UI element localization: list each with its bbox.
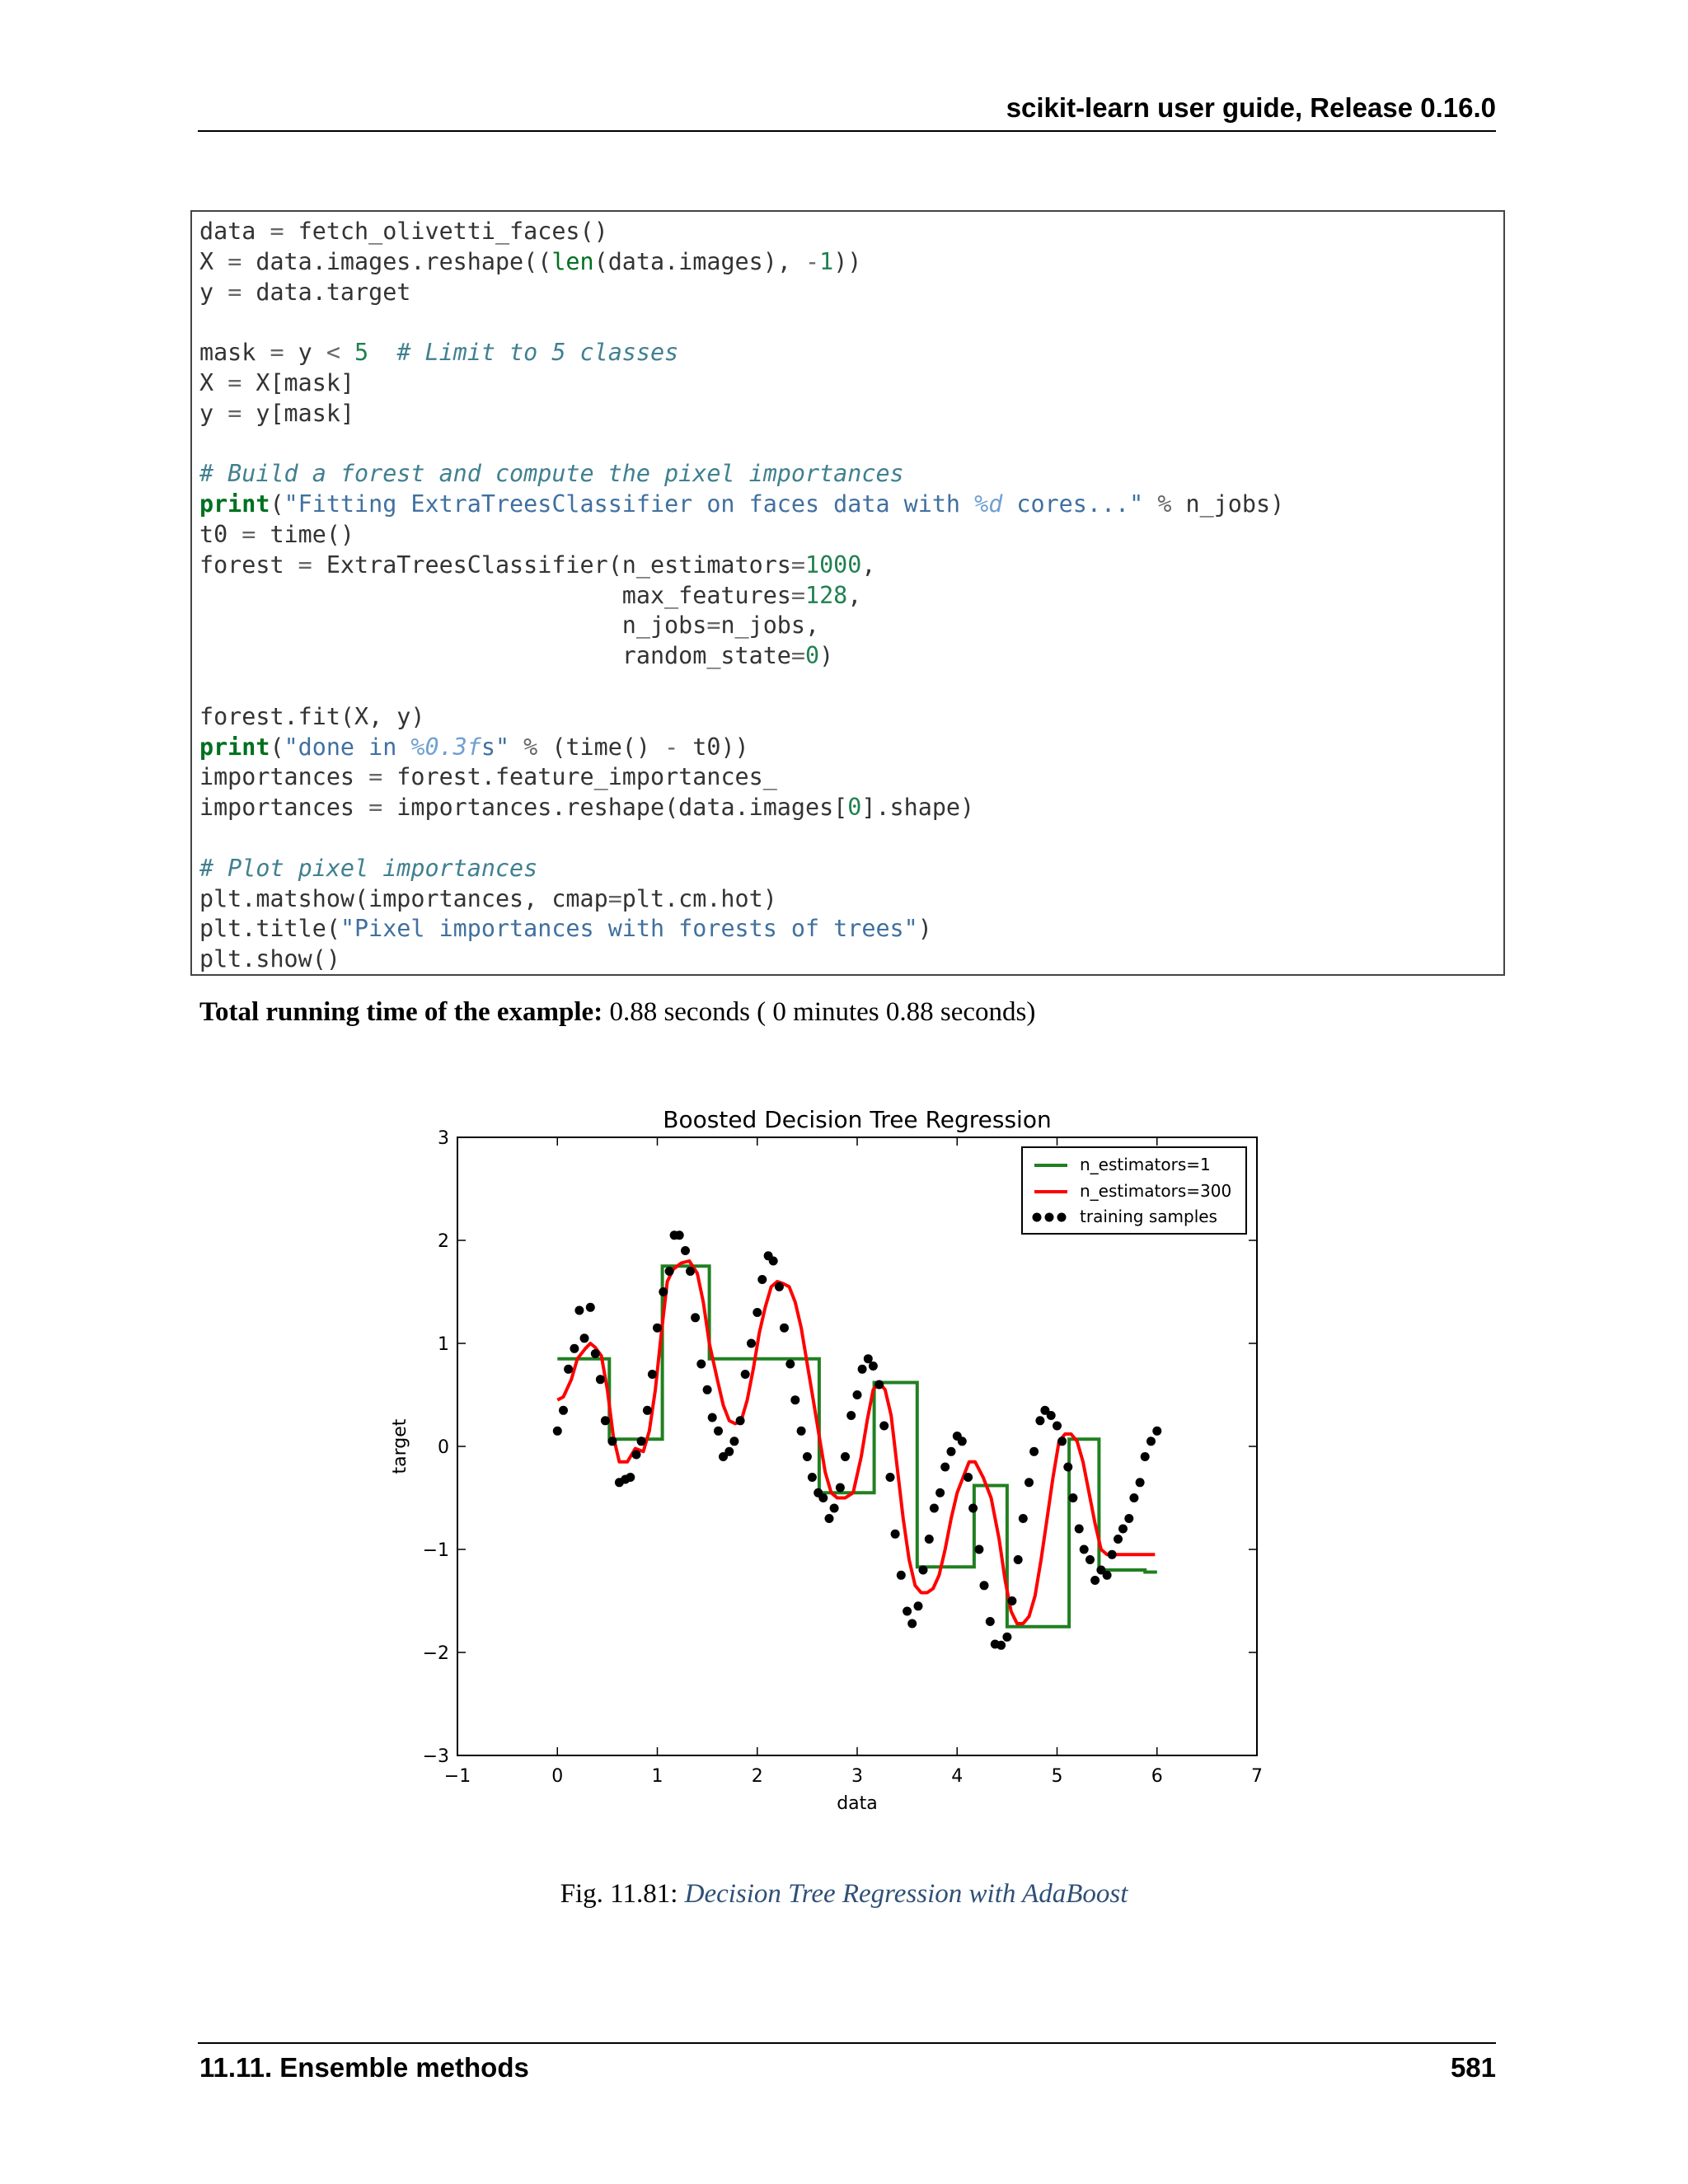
code-token: data.images.reshape(( [241,247,552,275]
code-token: X [199,247,228,275]
code-token [1143,490,1157,518]
training-sample-point [1075,1525,1084,1534]
code-token: = [270,339,284,367]
code-token: cores..." [1002,490,1144,518]
code-token: ) [917,915,932,943]
code-token: ) [819,642,834,670]
code-token: print [199,733,270,761]
code-line [199,762,1503,793]
code-line [199,338,1503,368]
code-token: importances.reshape(data.images[ [382,794,848,822]
running-time-label: Total running time of the example: [199,997,603,1027]
code-line [199,278,1503,308]
training-sample-point [940,1463,950,1472]
legend-entry: n_estimators=300 [1080,1181,1232,1201]
code-token [368,339,396,366]
code-token: plt.matshow(importances, cmap [199,884,608,912]
code-token: (data.images), [593,247,805,275]
x-tick-label: 7 [1251,1766,1263,1787]
training-sample-point [958,1436,967,1446]
code-line [199,459,1503,490]
training-sample-point [897,1571,906,1580]
training-sample-point [741,1370,750,1379]
code-token: y [284,339,326,367]
training-sample-point [1029,1447,1039,1456]
code-token: , [847,581,862,609]
training-sample-point [930,1504,939,1513]
running-time-value: 0.88 seconds ( 0 minutes 0.88 seconds) [609,997,1036,1027]
training-sample-point [1047,1411,1056,1420]
training-sample-point [686,1267,695,1276]
training-sample-point [1080,1545,1089,1554]
code-token: data [199,218,270,245]
code-line [199,368,1503,399]
code-token: t0)) [678,733,749,761]
training-sample-point [747,1339,756,1348]
code-token: % [1157,490,1172,518]
training-sample-point [964,1473,973,1482]
training-sample-point [947,1447,956,1456]
training-sample-point [653,1324,662,1333]
code-token: fetch_olivetti_faces() [284,218,608,245]
code-token: %0.3f [410,733,481,761]
training-sample-point [996,1641,1006,1650]
code-line [199,854,1503,884]
training-sample-point [797,1427,806,1436]
training-sample-point [691,1313,700,1322]
code-token: < [326,339,340,367]
training-sample-point [790,1395,799,1404]
code-line [199,399,1503,429]
training-sample-point [907,1619,917,1629]
code-token: n_jobs, [720,612,820,640]
training-sample-point [1007,1596,1016,1605]
y-axis-label: target [390,1418,410,1474]
training-sample-point [586,1303,595,1312]
training-sample-point [1014,1555,1023,1564]
code-token: 128 [804,581,848,609]
training-sample-point [729,1436,738,1446]
code-token: = [241,520,256,548]
training-sample-point [696,1360,706,1369]
code-token: len [551,247,594,275]
code-line [199,217,1503,247]
x-tick-label: 1 [651,1766,663,1787]
footer-section-title: 11.11. Ensemble methods [199,2052,529,2083]
x-tick-label: 5 [1051,1766,1063,1787]
training-sample-point [769,1257,778,1266]
code-token: # Limit to 5 classes [396,339,679,367]
training-sample-point [891,1530,900,1539]
code-token: = [706,612,721,640]
training-sample-point [648,1370,657,1379]
code-token: = [368,763,383,791]
legend-swatch-point [1045,1213,1054,1222]
code-token: = [298,551,312,579]
training-sample-point [830,1504,839,1513]
code-token: % [523,733,538,761]
code-token: X[mask] [241,368,355,396]
training-sample-point [1114,1535,1123,1544]
training-sample-point [643,1406,652,1415]
code-token: time() [256,520,355,548]
training-sample-point [925,1535,934,1544]
code-token: 0 [804,642,820,670]
training-sample-point [1019,1514,1028,1523]
training-sample-point [1068,1493,1077,1502]
code-line [199,247,1503,278]
code-token: %d [974,490,1003,518]
legend-entry: n_estimators=1 [1080,1155,1211,1174]
training-sample-point [1108,1550,1117,1559]
code-token: max_features [199,581,791,609]
code-token: s" [481,733,510,761]
code-token: = [270,218,284,245]
code-token: plt.cm.hot) [621,884,777,912]
training-sample-point [968,1504,978,1513]
code-token: ( [270,733,284,761]
training-sample-point [858,1365,867,1374]
code-token: forest.fit(X, y) [199,702,425,730]
caption-link[interactable]: Decision Tree Regression with AdaBoost [684,1879,1128,1909]
code-token: - [805,247,820,275]
code-token: 1 [819,247,834,275]
training-sample-point [1002,1633,1011,1642]
training-sample-point [986,1617,995,1626]
training-sample-point [1146,1436,1156,1446]
training-sample-point [681,1246,690,1255]
legend-entry: training samples [1080,1207,1217,1226]
code-token: ExtraTreesClassifier(n_estimators [312,551,791,579]
code-line [199,611,1503,641]
page-number: 581 [1450,2052,1496,2083]
x-axis-label: data [837,1793,878,1814]
training-sample-point [708,1413,717,1422]
code-line [199,307,1503,338]
training-sample-point [919,1566,928,1575]
code-token: = [227,278,242,306]
code-line [199,672,1503,702]
code-line [199,702,1503,733]
y-tick-label: 1 [438,1334,449,1355]
code-token: importances [199,763,369,791]
x-tick-label: 0 [551,1766,564,1787]
code-token: 1000 [805,551,862,579]
code-token [509,733,523,761]
training-sample-point [1053,1422,1062,1431]
training-sample-point [1057,1436,1067,1446]
x-tick-label: 3 [851,1766,863,1787]
code-token: , [861,551,876,579]
training-sample-point [714,1427,723,1436]
training-sample-point [836,1483,845,1493]
training-sample-point [974,1545,983,1554]
code-token: n_jobs [199,612,707,640]
code-token: 5 [354,339,369,367]
y-tick-label: −2 [422,1643,449,1664]
training-sample-point [1124,1514,1133,1523]
code-token: n_jobs) [1171,490,1285,518]
code-token: - [664,733,679,761]
training-sample-point [1085,1555,1095,1564]
code-line [199,641,1503,672]
training-sample-point [1152,1427,1161,1436]
code-token: plt.show() [199,945,340,973]
legend-swatch-point [1057,1213,1067,1222]
code-token: (time() [537,733,665,761]
training-sample-point [596,1375,605,1384]
code-token: y [199,399,228,427]
x-tick-label: 4 [951,1766,964,1787]
training-sample-point [564,1365,573,1374]
training-sample-point [818,1493,828,1502]
y-tick-label: 2 [438,1231,449,1252]
code-token: mask [199,339,270,367]
training-sample-point [675,1230,684,1240]
code-token: ].shape) [861,794,975,822]
code-line [199,914,1503,944]
footer-divider [198,2042,1496,2044]
training-sample-point [879,1422,889,1431]
code-line [199,823,1503,854]
training-sample-point [1136,1478,1145,1487]
training-sample-point [665,1267,674,1276]
training-sample-point [1035,1416,1044,1425]
code-line [199,490,1503,520]
caption-prefix: Fig. 11.81: [560,1879,678,1909]
x-tick-label: 6 [1151,1766,1163,1787]
training-sample-point [724,1447,734,1456]
training-sample-point [825,1514,834,1523]
training-sample-point [808,1473,817,1482]
figure-caption [0,1879,1688,1910]
code-token: print [199,490,270,518]
code-token: 0 [847,794,862,822]
code-token: ( [270,490,284,518]
running-time-text [199,997,1035,1028]
code-line [199,944,1503,975]
code-token: # Build a forest and compute the pixel importances [199,460,904,488]
code-token: "Pixel importances with forests of trees" [340,915,918,943]
code-token: = [607,884,622,912]
training-sample-point [570,1344,579,1353]
code-line [199,733,1503,763]
chart-title: Boosted Decision Tree Regression [663,1106,1052,1133]
code-line [199,429,1503,460]
training-sample-point [869,1361,878,1371]
code-token: X [199,368,228,396]
header-divider [198,130,1496,132]
training-sample-point [574,1306,584,1315]
code-token: y [199,278,228,306]
training-sample-point [914,1601,923,1610]
training-sample-point [1118,1525,1128,1534]
y-tick-label: −3 [422,1746,449,1767]
training-sample-point [736,1416,745,1425]
training-sample-point [626,1473,635,1482]
code-line [199,793,1503,823]
training-sample-point [980,1581,989,1590]
training-sample-point [559,1406,568,1415]
y-tick-label: −1 [422,1540,449,1561]
training-sample-point [601,1416,610,1425]
training-sample-point [903,1607,912,1616]
training-sample-point [580,1333,589,1343]
code-token [340,339,354,366]
code-token: forest.feature_importances_ [382,763,777,791]
training-sample-point [874,1380,884,1390]
training-sample-point [853,1390,862,1399]
code-token: plt.title( [199,915,340,943]
training-sample-point [1063,1463,1072,1472]
training-sample-point [753,1308,762,1317]
training-sample-point [659,1287,668,1296]
code-token: # Plot pixel importances [199,854,538,882]
training-sample-point [553,1427,562,1436]
training-sample-point [780,1324,789,1333]
code-token: "done in [284,733,411,761]
code-block [190,210,1505,976]
training-sample-point [935,1488,945,1497]
code-line [199,551,1503,581]
code-token: random_state [199,642,791,670]
code-token: importances [199,794,369,822]
y-tick-label: 3 [438,1128,449,1149]
code-token: "Fitting ExtraTreesClassifier on faces data with [284,490,975,518]
code-token: = [227,247,242,275]
training-sample-point [1141,1452,1150,1461]
x-tick-label: −1 [443,1766,471,1787]
code-token: = [227,368,242,396]
code-token: t0 [199,520,242,548]
training-sample-point [757,1275,767,1284]
training-sample-point [841,1452,850,1461]
training-sample-point [1103,1571,1112,1580]
code-token: forest [199,551,298,579]
training-sample-point [1090,1576,1100,1585]
code-token: = [790,642,805,670]
code-token: = [790,551,805,579]
code-token: data.target [241,278,411,306]
training-sample-point [846,1411,856,1420]
code-line [199,884,1503,915]
training-sample-point [607,1436,617,1446]
training-sample-point [637,1436,646,1446]
training-sample-point [1129,1493,1138,1502]
running-header-title: scikit-learn user guide, Release 0.16.0 [1006,92,1496,123]
training-sample-point [632,1451,641,1460]
training-sample-point [703,1385,712,1394]
code-token: = [368,794,383,822]
legend-swatch-point [1033,1213,1042,1222]
training-sample-point [1025,1478,1034,1487]
boosted-regression-chart [387,1096,1294,1838]
code-token: = [790,581,805,609]
training-sample-point [591,1349,600,1358]
training-sample-point [886,1473,895,1482]
code-token: )) [833,247,862,275]
training-sample-point [775,1282,784,1291]
training-sample-point [803,1452,812,1461]
code-token: y[mask] [241,399,355,427]
code-line [199,581,1503,612]
x-tick-label: 2 [751,1766,763,1787]
training-sample-point [785,1360,795,1369]
code-line [199,520,1503,551]
y-tick-label: 0 [438,1437,449,1458]
code-token: = [227,399,242,427]
